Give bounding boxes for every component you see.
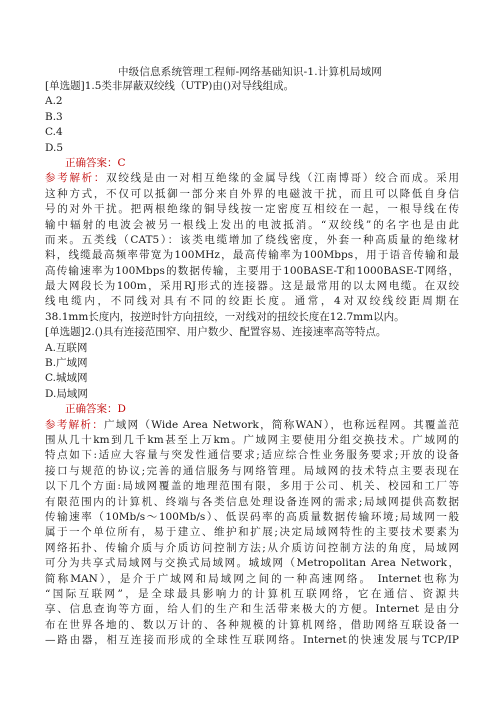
explanation-text: 广域网（Wide Area Network，简称WAN），也称远程网。其覆盖范	[104, 418, 459, 431]
question-1-option-c: C.4	[45, 126, 63, 139]
question-2-stem: [单选题]2.()具有连接范围窄、用户数少、配置容易、连接速率高等特点。	[45, 326, 387, 339]
question-1-explanation-line: 线电缆内，不同线对具有不同的绞距长度。通常，4对双绞线绞距周期在	[45, 295, 459, 308]
question-2-explanation-line: 特点如下:适应大容量与突发性通信要求;适应综合性业务服务要求;开放的设备	[45, 449, 459, 462]
question-1-stem: [单选题]1.5类非屏蔽双绞线（UTP)由()对导线组成。	[45, 80, 295, 92]
question-2-explanation-line: 属于一个单位所有，易于建立、维护和扩展;决定局域网特性的主要技术要素为	[45, 526, 459, 539]
question-2-explanation-line: 围从几十km到几千km甚至上万km。广域网主要使用分组交换技术。广域网的	[45, 433, 459, 446]
question-2-option-b: B.广域网	[45, 357, 88, 370]
question-2-option-a: A.互联网	[45, 341, 88, 354]
question-2-explanation-line: 布在世界各地的、数以万计的、各种规模的计算机网络，借助网络互联设备一	[45, 618, 459, 631]
question-2-explanation-line: “国际互联网”，是全球最具影响力的计算机互联网络，它在通信、资源共	[45, 587, 459, 600]
question-1-option-a: A.2	[45, 95, 63, 108]
question-2-explanation-line: 网络拓扑、传输介质与介质访问控制方法;从介质访问控制方法的角度，局域网	[45, 541, 459, 554]
question-2-explanation-line: 可分为共享式局域网与交换式局域网。城域网（Metropolitan Area Network，	[45, 557, 459, 570]
question-1-explanation-line: 而来。五类线（CAT5）：该类电缆增加了绕线密度，外套一种高质量的绝缘材	[45, 233, 459, 246]
question-1-explanation-line: 料，线缆最高频率带宽为100MHz，最高传输率为100Mbps，用于语音传输和最	[45, 249, 459, 262]
question-2-explanation-line	[45, 418, 459, 433]
answer-label: 正确答案：	[65, 403, 118, 416]
question-2-explanation-line: 接口与规范的协议;完善的通信服务与网络管理。局域网的技术特点主要表现在	[45, 464, 459, 477]
question-1-explanation-line: 这种方式，不仅可以抵御一部分来自外界的电磁波干扰，而且可以降低自身信	[45, 187, 459, 200]
question-2-explanation-line: 享、信息查询等方面，给人们的生产和生活带来极大的方便。Internet 是由分	[45, 603, 459, 616]
question-2-option-c: C.城域网	[45, 372, 88, 385]
document-body	[45, 79, 459, 648]
explanation-label: 参考解析：	[45, 418, 105, 431]
document-title: 中级信息系统管理工程师-网络基础知识-1.计算机局域网	[117, 66, 382, 78]
question-1-option-d: D.5	[45, 141, 64, 154]
question-1-option-b: B.3	[45, 110, 63, 123]
answer-value: D	[117, 403, 126, 416]
question-1-explanation-line: 38.1mm长度内，按逆时针方向扭绞，一对线对的扭绞长度在12.7mm以内。	[45, 310, 405, 323]
question-2-explanation-line: —路由器，相互连接而形成的全球性互联网络。Internet的快速发展与TCP/IP	[45, 634, 459, 647]
question-2-explanation-line: 简称MAN），是介于广域网和局域网之间的一种高速网络。 Internet也称为	[45, 572, 459, 585]
question-2-explanation-line: 有限范围内的计算机、终端与各类信息处理设备连网的需求;局域网提供高数据	[45, 495, 459, 508]
question-1-explanation-line	[45, 171, 459, 186]
question-2-explanation-line: 传输速率（10Mb/s～100Mb/s）、低误码率的高质量数据传输环境;局域网一般	[45, 510, 459, 523]
answer-value: C	[117, 156, 126, 169]
question-1-explanation-line: 高传输速率为100Mbps的数据传输，主要用于100BASE-T和1000BASE-T网络，	[45, 264, 459, 277]
question-2-answer	[45, 402, 459, 417]
explanation-text: 双绞线是由一对相互绝缘的金属导线（江南博哥）绞合而成。采用	[106, 172, 459, 185]
question-2-option-d: D.局域网	[45, 387, 88, 400]
question-1-answer	[45, 156, 459, 171]
question-1-explanation-line: 最大网段长为100m，采用RJ形式的连接器。这是最常用的以太网电缆。在双绞	[45, 280, 459, 293]
explanation-label: 参考解析：	[45, 172, 107, 185]
question-2-explanation-line: 以下几个方面:局域网覆盖的地理范围有限，多用于公司、机关、校园和工厂等	[45, 480, 459, 493]
question-1-explanation-line: 输中辐射的电波会被另一根线上发出的电波抵消。“双绞线”的名字也是由此	[45, 218, 459, 231]
question-1-explanation-line: 号的对外干扰。把两根绝缘的铜导线按一定密度互相绞在一起，一根导线在传	[45, 203, 459, 216]
answer-label: 正确答案：	[65, 156, 118, 169]
